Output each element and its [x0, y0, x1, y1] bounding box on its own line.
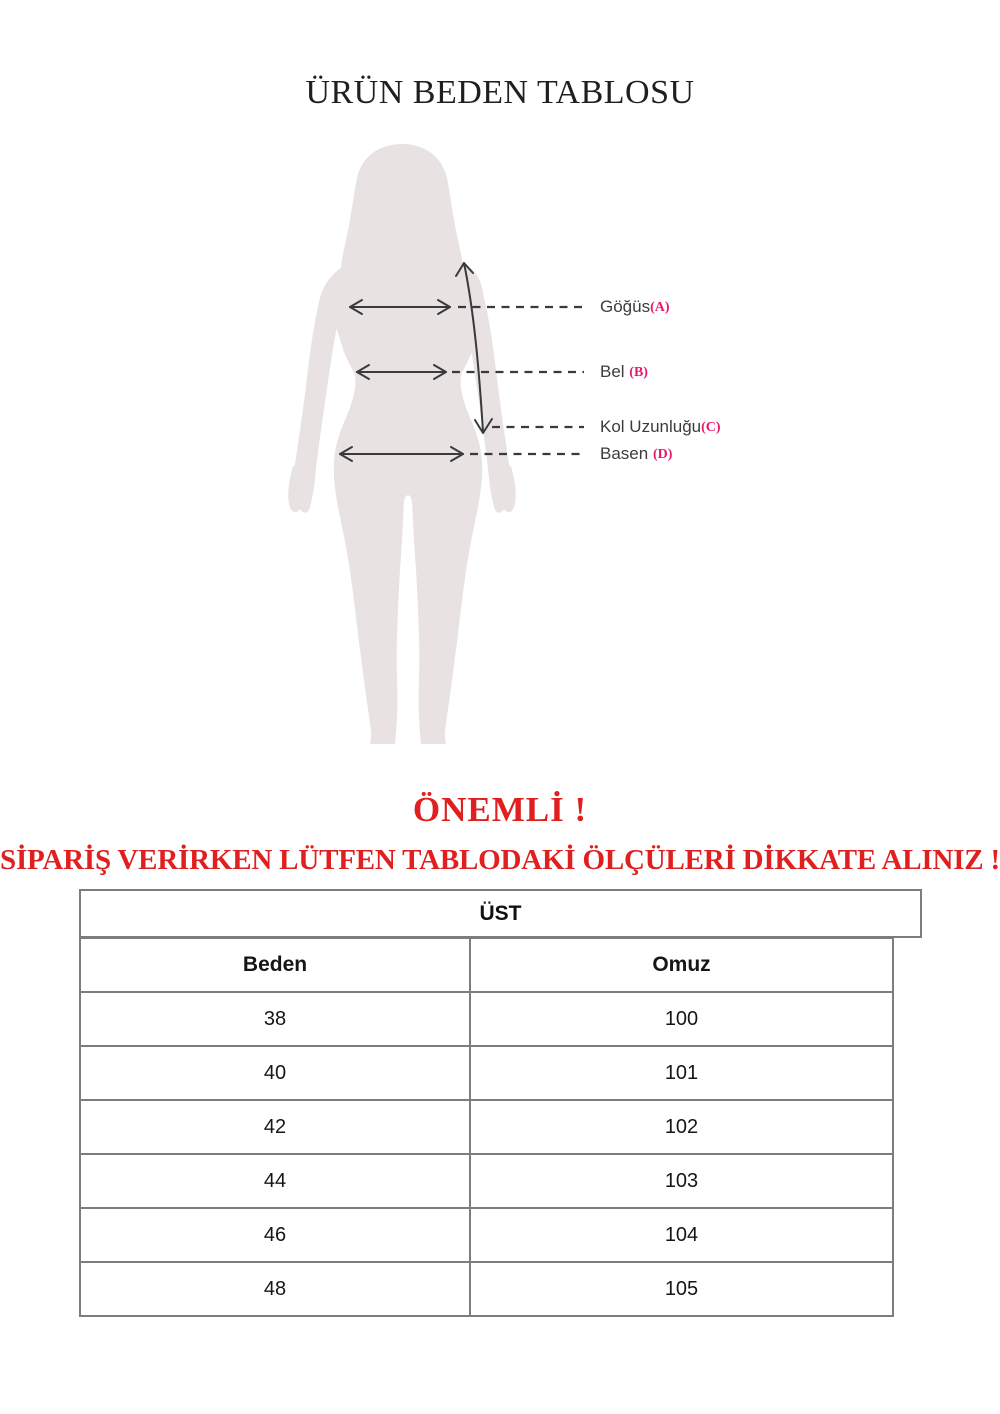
table-group-header-ust: ÜST [79, 889, 922, 938]
silhouette-left-hand [288, 466, 316, 513]
cell-beden: 48 [80, 1262, 470, 1316]
table-row [80, 1100, 893, 1154]
measurement-label-hips [600, 443, 672, 465]
cell-beden: 42 [80, 1100, 470, 1154]
cell-omuz: 101 [470, 1046, 893, 1100]
measurement-code: (C) [701, 420, 721, 435]
cell-beden: 44 [80, 1154, 470, 1208]
cell-omuz: 103 [470, 1154, 893, 1208]
measurement-code: (B) [629, 365, 648, 380]
table-row [80, 1046, 893, 1100]
column-header-omuz: Omuz [470, 938, 893, 992]
silhouette-right-hand [488, 466, 516, 513]
measurement-label-waist [600, 361, 648, 383]
cell-beden: 46 [80, 1208, 470, 1262]
measurement-code: (D) [652, 447, 673, 462]
measurement-text: Kol Uzunluğu [600, 417, 702, 436]
size-table [79, 937, 894, 1317]
table-header-row [80, 938, 893, 992]
measurement-text: Göğüs [600, 297, 651, 316]
column-header-beden: Beden [80, 938, 470, 992]
measurement-label-arm-length [600, 416, 721, 438]
table-row [80, 1208, 893, 1262]
table-row [80, 1262, 893, 1316]
table-row [80, 1154, 893, 1208]
cell-omuz: 105 [470, 1262, 893, 1316]
cell-omuz: 102 [470, 1100, 893, 1154]
cell-beden: 38 [80, 992, 470, 1046]
measurement-code: (A) [650, 300, 670, 315]
body-measurement-diagram [280, 135, 600, 765]
cell-beden: 40 [80, 1046, 470, 1100]
measurement-label-chest [600, 296, 670, 318]
warning-heading: ÖNEMLİ ! [412, 790, 588, 829]
cell-omuz: 100 [470, 992, 893, 1046]
cell-omuz: 104 [470, 1208, 893, 1262]
warning-message: SİPARİŞ VERİRKEN LÜTFEN TABLODAKİ ÖLÇÜLERİ DİKKATE ALINIZ ! [0, 844, 1000, 876]
measurement-text: Basen [600, 444, 653, 463]
measurement-text: Bel [600, 362, 630, 381]
table-row [80, 992, 893, 1046]
page-title: ÜRÜN BEDEN TABLOSU [305, 74, 695, 111]
